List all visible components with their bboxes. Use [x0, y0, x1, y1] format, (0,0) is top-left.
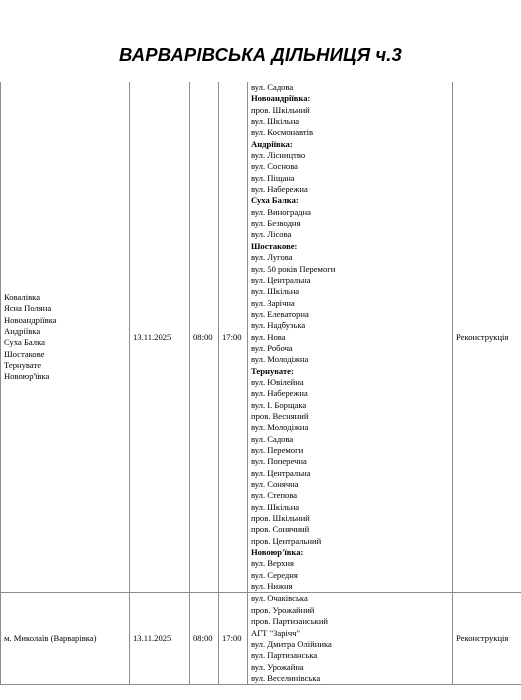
street-name: вул. Робоча [251, 342, 293, 353]
date-cell: 13.11.2025 [130, 593, 190, 685]
outage-schedule-table [0, 82, 521, 685]
street-name: вул. Сонячна [251, 479, 299, 490]
villages-cell [1, 593, 130, 685]
table-row [1, 82, 521, 593]
settlement-heading: Новоандріївка: [251, 93, 311, 104]
street-name: пров. Урожайний [251, 604, 315, 615]
street-name: вул. Шкільна [251, 286, 300, 297]
settlement-heading: Андріївка: [251, 138, 293, 149]
start-time-cell: 08:00 [190, 593, 219, 685]
street-name: вул. Середня [251, 569, 298, 580]
village-name: Шостакове [4, 348, 45, 359]
street-name: вул. Садова [251, 82, 294, 92]
street-name: вул. Поперечна [251, 456, 307, 467]
street-name: вул. Дмитра Олійника [251, 638, 332, 649]
reason-cell: Реконструкція [453, 593, 521, 685]
village-name: Ясна Поляна [4, 303, 52, 314]
village-name: Андріївка [4, 325, 41, 336]
street-name: вул. 50 років Перемоги [251, 263, 336, 274]
street-name: вул. Садова [251, 433, 294, 444]
street-name: пров. Центральний [251, 535, 322, 546]
street-name: вул. Лугова [251, 252, 293, 263]
street-name: вул. Піщана [251, 172, 295, 183]
village-name: м. Миколаїв (Варварівка) [4, 633, 97, 644]
street-name: вул. Космонавтів [251, 127, 314, 138]
streets-cell [248, 593, 453, 685]
street-name: вул. Лісництво [251, 150, 306, 161]
start-time-cell: 08:00 [190, 82, 219, 593]
village-name: Тернувате [4, 359, 42, 370]
street-name: вул. Елеваторна [251, 308, 309, 319]
end-time-cell: 17:00 [219, 593, 248, 685]
settlement-heading: Тернувате: [251, 365, 294, 376]
street-name: вул. Очаківська [251, 593, 308, 604]
settlement-heading: Новоюр'ївка: [251, 547, 304, 558]
street-name: вул. Нова [251, 331, 286, 342]
street-name: вул. Набережна [251, 184, 308, 195]
street-name: вул. Лісова [251, 229, 292, 240]
street-name: вул. Нижня [251, 581, 293, 592]
village-name: Новоандріївка [4, 314, 57, 325]
street-name: вул. Ювілейна [251, 376, 304, 387]
street-name: вул. Шкільна [251, 116, 300, 127]
street-name: вул. Верхня [251, 558, 294, 569]
end-time-cell: 17:00 [219, 82, 248, 593]
street-name: вул. Партизанська [251, 650, 318, 661]
street-name: пров. Шкільний [251, 104, 310, 115]
village-name: Новоюр'ївка [4, 371, 50, 382]
streets-cell [248, 82, 453, 593]
street-name: вул. Степова [251, 490, 298, 501]
street-name: вул. Виноградна [251, 206, 311, 217]
street-name: АГТ "Зарічч" [251, 627, 301, 638]
street-name: вул. Молодіжна [251, 354, 309, 365]
street-name: вул. Шкільна [251, 501, 300, 512]
street-name: вул. Зарічна [251, 297, 295, 308]
street-name: пров. Партизанський [251, 616, 329, 627]
street-name: пров. Шкільний [251, 513, 310, 524]
street-name: вул. Соснова [251, 161, 298, 172]
street-name: вул. Надбузька [251, 320, 306, 331]
street-name: вул. Центральна [251, 274, 311, 285]
villages-cell [1, 82, 130, 593]
street-name: пров. Сонячний [251, 524, 310, 535]
page-title: ВАРВАРІВСЬКА ДІЛЬНИЦЯ ч.3 [119, 44, 402, 65]
table-row [1, 593, 521, 685]
street-name: вул. Урожайна [251, 661, 304, 672]
street-name: пров. Весняний [251, 410, 309, 421]
street-name: вул. Набережна [251, 388, 308, 399]
street-name: вул. Перемоги [251, 445, 304, 455]
settlement-heading: Суха Балка: [251, 195, 299, 206]
schedule-body [1, 82, 521, 685]
date-cell: 13.11.2025 [130, 82, 190, 593]
reason-cell: Реконструкція [453, 82, 521, 593]
street-name: вул. І. Борщака [251, 399, 307, 410]
street-name: вул. Веселинівська [251, 672, 321, 683]
street-name: вул. Молодіжна [251, 422, 309, 433]
street-name: вул. Центральна [251, 467, 311, 478]
street-name: вул. Безводня [251, 218, 301, 229]
village-name: Ковалівка [4, 291, 41, 302]
village-name: Суха Балка [4, 337, 45, 348]
settlement-heading: Шостакове: [251, 240, 298, 251]
